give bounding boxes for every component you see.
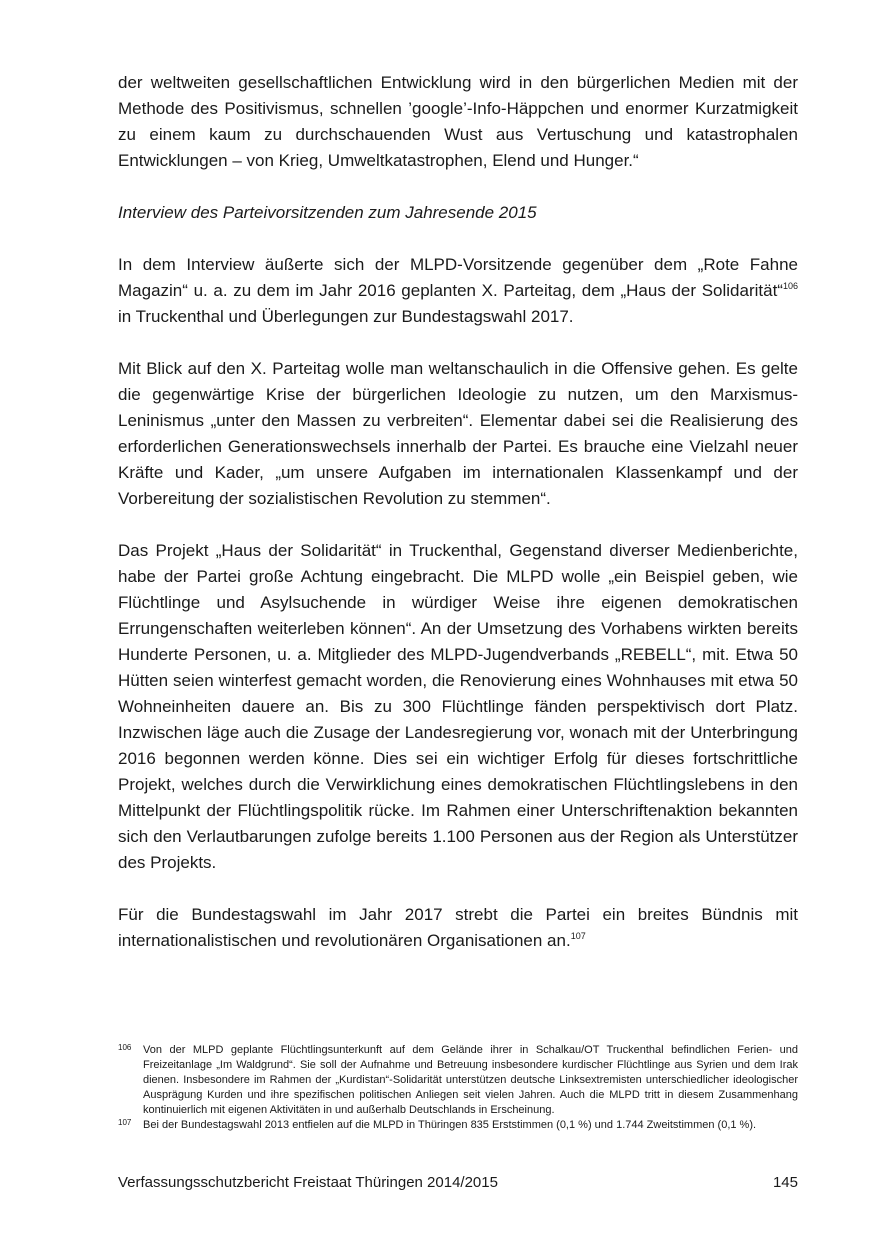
main-text [118,70,798,954]
paragraph-election [118,902,798,954]
paragraph-interview [118,252,798,330]
paragraph-election-text: Für die Bundestagswahl im Jahr 2017 strebt die Partei ein breites Bündnis mit internationalistischen und revolutionären Organisationen an. [118,905,798,950]
page-footer [118,1173,798,1193]
footnote-107 [118,1118,798,1133]
paragraph-solidarity-house: Das Projekt „Haus der Solidarität“ in Truckenthal, Gegenstand diverser Medienberichte, habe der Partei große Achtung eingebracht. Die MLPD wolle „ein Beispiel geben, wie Flüchtlinge und Asylsuchende in würdiger Weise ihre eigenen demokratischen Errungenschaften weiterleben können“. An der Umsetzung des Vorhabens wirkten bereits Hunderte Personen, u. a. Mitglieder des MLPD-Jugendverbands „REBELL“, mit. Etwa 50 Hütten seien winterfest gemacht worden, die Renovierung eines Wohnhauses mit etwa 50 Wohneinheiten dauere an. Bis zu 300 Flüchtlinge fänden perspektivisch dort Platz. Inzwischen läge auch die Zusage der Landesregierung vor, wonach mit der Unterbringung 2016 begonnen werden könne. Dies sei ein wichtiger Erfolg für dieses fortschrittliche Projekt, welches durch die Verwirklichung eines demokratischen Flüchtlingslebens in den Mittelpunkt der Flüchtlingspolitik rücke. Im Rahmen einer Unterschriftenaktion bekannten sich den Verlautbarungen zufolge bereits 1.100 Personen aus der Region als Unterstützer des Projekts. [118,541,798,872]
page-number: 145 [772,1174,798,1191]
footnotes [118,1043,798,1133]
paragraph-interview-text-cont: in Truckenthal und Überlegungen zur Bundestagswahl 2017. [118,307,574,326]
paragraph-interview-text: In dem Interview äußerte sich der MLPD-Vorsitzende gegenüber dem „Rote Fahne Magazin“ u. a. zu dem im Jahr 2016 geplanten X. Parteitag, dem „Haus der Solidarität“ [118,255,798,300]
footnote-text: Von der MLPD geplante Flüchtlingsunterkunft auf dem Gelände ihrer in Schalkau/OT Truckenthal befindlichen Ferien- und Freizeitanlage „Im Waldgrund“. Sie soll der Aufnahme und Betreuung insbesondere kurdischer Flüchtlinge aus Syrien und dem Irak dienen. Insbesondere im Rahmen der „Kurdistan“-Solidarität unterstützen deutsche Linksextremisten unterschiedlicher ideologischer Ausprägung Kurden und ihre spezifischen politischen Anliegen seit vielen Jahren. Auch die MLPD tritt in diesem Zusammenhang kontinuierlich mit eigenen Aktivitäten in und außerhalb Deutschlands in Erscheinung. [143,1044,798,1116]
section-heading: Interview des Parteivorsitzenden zum Jahresende 2015 [118,203,537,222]
footnote-number: 106 [118,1043,132,1052]
footer-title: Verfassungsschutzbericht Freistaat Thüringen 2014/2015 [118,1174,498,1191]
footnote-number: 107 [118,1118,132,1127]
paragraph-quote-end: der weltweiten gesellschaftlichen Entwicklung wird in den bürgerlichen Medien mit der Methode des Positivismus, schnellen ’google’-Info-Häppchen und enormer Kurzatmigkeit zu einem kaum zu durchschauenden Wust aus Vertuschung und katastrophalen Entwicklungen – von Krieg, Umweltkatastrophen, Elend und Hunger.“ [118,73,798,170]
footnote-ref-106[interactable]: 106 [782,281,798,291]
paragraph-party-congress: Mit Blick auf den X. Parteitag wolle man weltanschaulich in die Offensive gehen. Es gelte die gegenwärtige Krise der bürgerlichen Ideologie zu nutzen, um den Marxismus-Leninismus „unter den Massen zu verbreiten“. Elementar dabei sei die Realisierung des erforderlichen Generationswechsels innerhalb der Partei. Es brauche eine Vielzahl neuer Kräfte und Kader, „um unsere Aufgaben im internationalen Klassenkampf und der Vorbereitung der sozialistischen Revolution zu stemmen“. [118,359,798,508]
footnote-text: Bei der Bundestagswahl 2013 entfielen auf die MLPD in Thüringen 835 Erststimmen (0,1 %) und 1.744 Zweitstimmen (0,1 %). [143,1119,757,1131]
footnote-106 [118,1043,798,1118]
footnote-ref-107[interactable]: 107 [570,931,586,941]
